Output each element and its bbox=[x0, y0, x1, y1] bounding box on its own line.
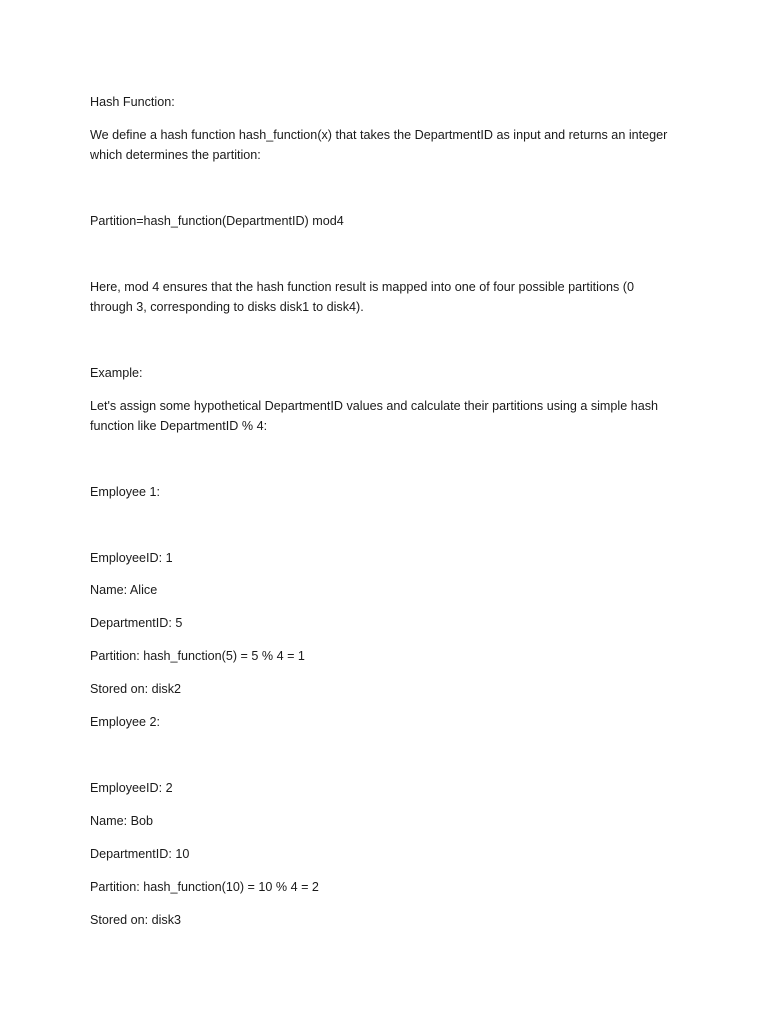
employee-1-name: Name: Alice bbox=[90, 583, 158, 597]
example-text-line-1: Let's assign some hypothetical DepartmentID values and calculate their partitions using a simple hash bbox=[90, 399, 659, 413]
employee-1-partition: Partition: hash_function(5) = 5 % 4 = 1 bbox=[90, 649, 305, 663]
employee-1-title: Employee 1: bbox=[90, 485, 161, 499]
explanation-line-1: Here, mod 4 ensures that the hash function result is mapped into one of four possible partitions (0 bbox=[90, 280, 634, 294]
intro-text-line-1: We define a hash function hash_function(x) that takes the DepartmentID as input and returns an integer bbox=[90, 128, 668, 142]
employee-1-id: EmployeeID: 1 bbox=[90, 551, 173, 565]
employee-1-department: DepartmentID: 5 bbox=[90, 616, 183, 630]
employee-2-name: Name: Bob bbox=[90, 814, 153, 828]
partition-formula: Partition=hash_function(DepartmentID) mod4 bbox=[90, 214, 344, 228]
example-text-line-2: function like DepartmentID % 4: bbox=[90, 419, 268, 433]
employee-2-partition: Partition: hash_function(10) = 10 % 4 = 2 bbox=[90, 880, 319, 894]
employee-1-stored-on: Stored on: disk2 bbox=[90, 682, 182, 696]
explanation-line-2: through 3, corresponding to disks disk1 to disk4). bbox=[90, 300, 364, 314]
employee-2-title: Employee 2: bbox=[90, 715, 161, 729]
employee-2-department: DepartmentID: 10 bbox=[90, 847, 190, 861]
employee-2-id: EmployeeID: 2 bbox=[90, 781, 173, 795]
employee-2-stored-on: Stored on: disk3 bbox=[90, 913, 182, 927]
example-heading: Example: bbox=[90, 366, 143, 380]
section-heading: Hash Function: bbox=[90, 95, 175, 109]
intro-text-line-2: which determines the partition: bbox=[90, 148, 261, 162]
